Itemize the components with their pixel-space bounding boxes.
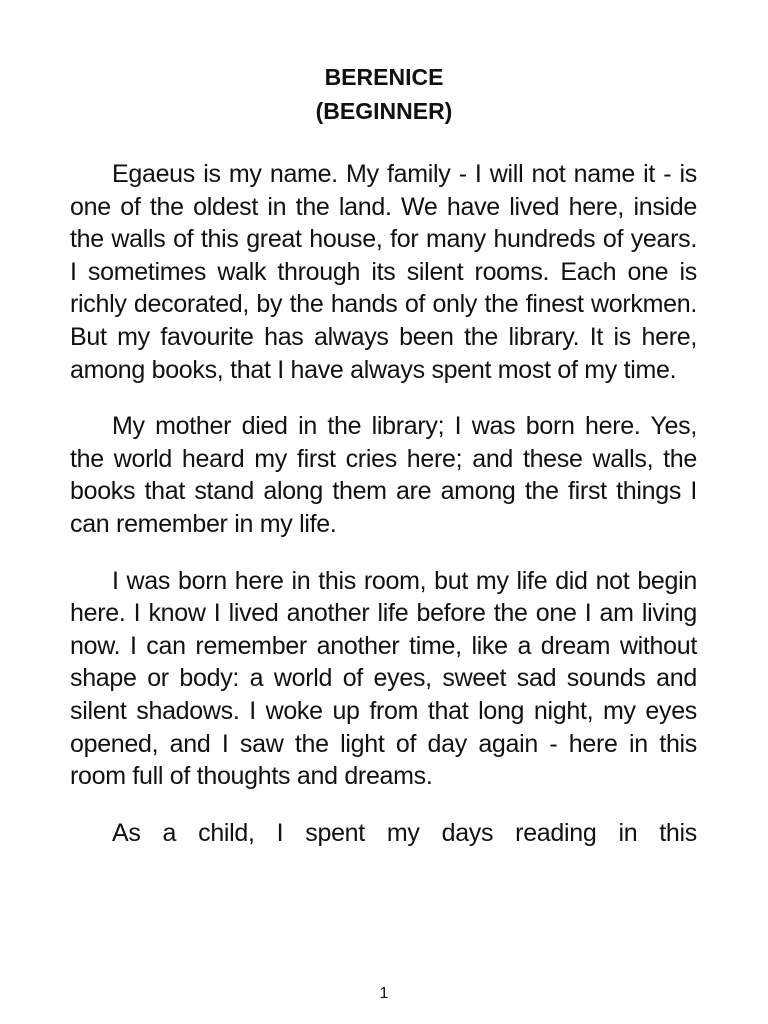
paragraph: I was born here in this room, but my life did not begin here. I know I lived another life before the one I am living now. I can remember another time, like a dream without shape or body: a world of eyes, sweet sad sounds and silent shadows. I woke up from that long night, my eyes opened, and I saw the light of day again - here in this room full of thoughts and dreams.: [70, 566, 697, 791]
paragraph: Egaeus is my name. My family - I will not name it - is one of the oldest in the land. We have lived here, inside the walls of this great house, for many hundreds of years. I sometimes walk through its silent rooms. Each one is richly decorated, by the hands of only the finest workmen. But my favourite has always been the library. It is here, among books, that I have always spent most of my time.: [70, 160, 697, 384]
document-body: [70, 158, 697, 873]
document-subtitle: (BEGINNER): [315, 98, 453, 124]
paragraph: My mother died in the library; I was born here. Yes, the world heard my first cries here; and these walls, the books that stand along them are among the first things I can remember in my life.: [70, 412, 697, 538]
paragraph: As a child, I spent my days reading in this: [112, 818, 697, 847]
document-title: BERENICE: [324, 64, 444, 90]
page-number: 1: [379, 985, 389, 1002]
